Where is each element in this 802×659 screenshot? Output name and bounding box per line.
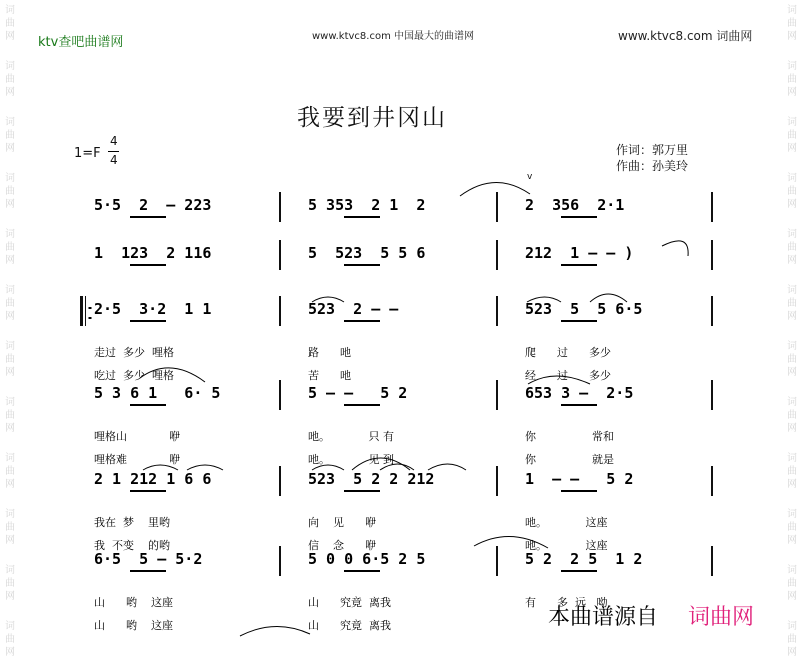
- lyric-verse-2: 吔。 见 到: [308, 453, 394, 466]
- lyric-verse-1: 吔。 这座: [525, 516, 608, 529]
- watermark-text: 词 曲 网: [787, 341, 797, 378]
- lyric-verse-1: 向 见 咿: [308, 516, 376, 529]
- measure-notes: 523 2 — —: [308, 300, 399, 318]
- lyric-verse-1: 路 吔: [308, 346, 351, 359]
- slur: [662, 241, 688, 256]
- slur: [312, 465, 344, 470]
- header-site-link[interactable]: ktv查吧曲谱网: [38, 35, 124, 50]
- watermark-text: 词 曲 网: [5, 117, 15, 154]
- lyric-verse-1: 山 哟 这座: [94, 596, 173, 609]
- time-signature-numerator: 4: [110, 134, 118, 148]
- watermark-text: 词 曲 网: [5, 621, 15, 658]
- watermark-text: 词 曲 网: [5, 453, 15, 490]
- watermark-text: 词 曲 网: [787, 173, 797, 210]
- lyric-verse-2: 我 不变 的哟: [94, 539, 170, 552]
- measure-notes: 1 — — 5 2: [525, 470, 634, 488]
- watermark-text: 词 曲 网: [787, 285, 797, 322]
- slur: [474, 536, 548, 548]
- slur: [527, 297, 561, 302]
- slur: [428, 464, 466, 470]
- lyric-verse-1: 吔。 只 有: [308, 430, 394, 443]
- lyric-verse-2: 吔。 这座: [525, 539, 608, 552]
- song-title: 我要到井冈山: [297, 105, 447, 131]
- slur: [240, 626, 310, 636]
- composer-credit: 作曲：孙美玲: [616, 159, 689, 173]
- slur: [143, 465, 178, 470]
- watermark-text: 词 曲 网: [787, 453, 797, 490]
- watermark-text: 词 曲 网: [5, 565, 15, 602]
- measure-notes: 2·5 3·2 1 1: [94, 300, 212, 318]
- lyric-verse-1: 哩格山 咿: [94, 430, 180, 443]
- measure-notes: 653 3 — 2·5: [525, 384, 634, 402]
- lyric-verse-2: 山 究竟 离我: [308, 619, 391, 632]
- measure-notes: 2 1 212 1 6 6: [94, 470, 212, 488]
- watermark-text: 词 曲 网: [787, 621, 797, 658]
- measure-notes: 5 353 2 1 2: [308, 196, 426, 214]
- measure-notes: 5 — — 5 2: [308, 384, 408, 402]
- footer-source-site[interactable]: 词曲网: [688, 605, 755, 630]
- time-signature-denominator: 4: [110, 153, 118, 167]
- lyric-verse-1: 走过 多少 哩格: [94, 346, 174, 359]
- watermark-text: 词 曲 网: [787, 509, 797, 546]
- lyric-verse-2: 经 过 多少: [525, 369, 611, 382]
- slur: [187, 465, 223, 470]
- measure-notes: 523 5 5 6·5: [525, 300, 643, 318]
- watermark-text: 词 曲 网: [5, 61, 15, 98]
- key-signature: 1=F: [74, 146, 101, 161]
- watermark-text: 词 曲 网: [787, 397, 797, 434]
- slur: [312, 297, 344, 302]
- lyric-verse-1: 有 多 远 呦: [525, 596, 608, 609]
- lyric-verse-2: 山 哟 这座: [94, 619, 173, 632]
- watermark-text: 词 曲 网: [5, 285, 15, 322]
- lyric-verse-1: 山 究竟 离我: [308, 596, 391, 609]
- measure-notes: 1 123 2 116: [94, 244, 212, 262]
- measure-notes: 523 5 2 2 212: [308, 470, 435, 488]
- breath-mark: v: [527, 172, 533, 182]
- watermark-text: 词 曲 网: [5, 5, 15, 42]
- slur: [140, 368, 205, 382]
- watermark-text: 词 曲 网: [787, 229, 797, 266]
- lyricist-credit: 作词：郭万里: [616, 143, 689, 157]
- watermark-text: 词 曲 网: [5, 397, 15, 434]
- lyric-verse-2: 你 就是: [525, 453, 614, 466]
- lyric-verse-1: 你 常和: [525, 430, 614, 443]
- watermark-text: 词 曲 网: [787, 61, 797, 98]
- lyric-verse-2: 哩格难 咿: [94, 453, 180, 466]
- measure-notes: 5 0 0 6·5 2 5: [308, 550, 426, 568]
- lyric-verse-2: 信 念 咿: [308, 539, 376, 552]
- header-site-tagline: www.ktvc8.com 中国最大的曲谱网: [312, 31, 475, 42]
- footer-source-label: 本曲谱源自: [548, 605, 659, 630]
- measure-notes: 2 356 2·1: [525, 196, 625, 214]
- measure-notes: 5 3 6 1 6· 5: [94, 384, 221, 402]
- slur: [460, 182, 530, 196]
- watermark-text: 词 曲 网: [5, 173, 15, 210]
- header-site-url-right: www.ktvc8.com 词曲网: [618, 29, 753, 43]
- measure-notes: 212 1 — — ): [525, 244, 634, 262]
- lyric-verse-2: 苦 吔: [308, 369, 351, 382]
- lyric-verse-1: 我在 梦 里哟: [94, 516, 170, 529]
- measure-notes: 6·5 5 — 5·2: [94, 550, 203, 568]
- measure-notes: 5·5 2 — 223: [94, 196, 212, 214]
- watermark-text: 词 曲 网: [5, 229, 15, 266]
- slur: [590, 294, 627, 302]
- measure-notes: 5 2 2 5 1 2: [525, 550, 643, 568]
- watermark-text: 词 曲 网: [787, 5, 797, 42]
- slur: [528, 376, 590, 384]
- lyric-verse-2: 吃过 多少 哩格: [94, 369, 174, 382]
- watermark-text: 词 曲 网: [787, 117, 797, 154]
- lyric-verse-1: 爬 过 多少: [525, 346, 611, 359]
- watermark-text: 词 曲 网: [5, 509, 15, 546]
- watermark-text: 词 曲 网: [5, 341, 15, 378]
- watermark-text: 词 曲 网: [787, 565, 797, 602]
- measure-notes: 5 523 5 5 6: [308, 244, 426, 262]
